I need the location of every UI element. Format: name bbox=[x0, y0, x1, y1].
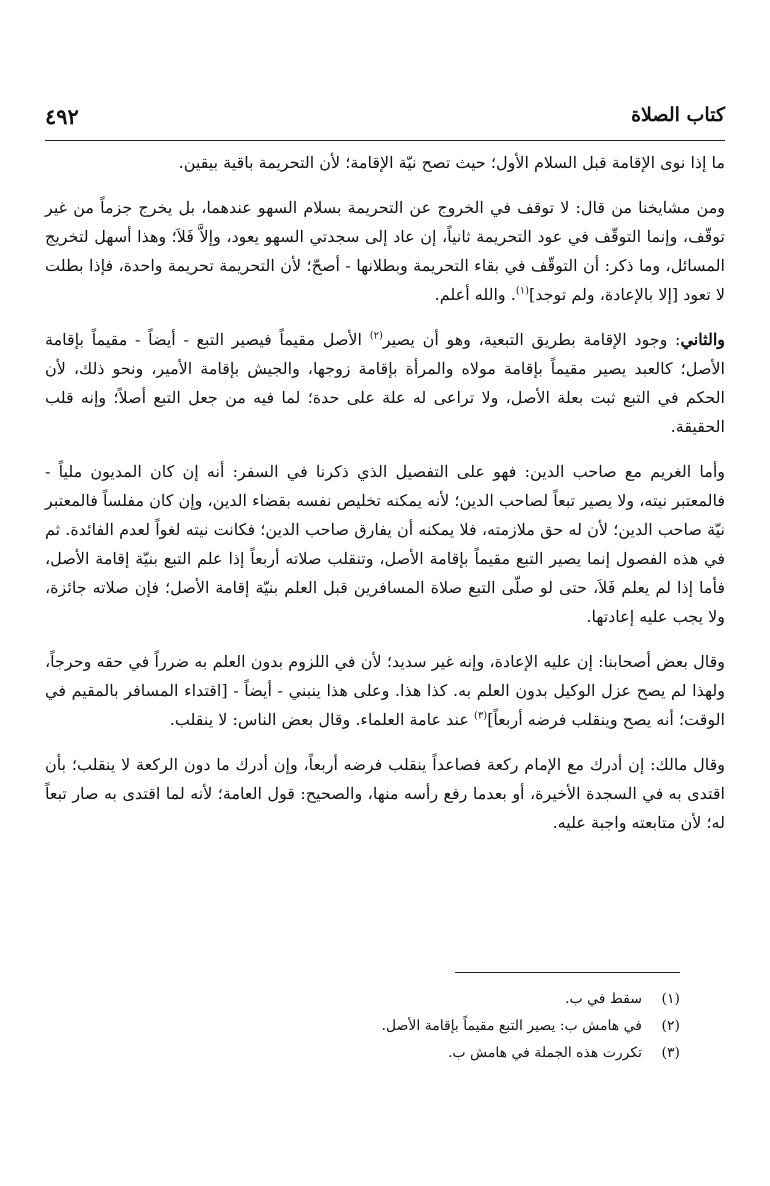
paragraph-text-end: . والله أعلم. bbox=[434, 285, 516, 304]
paragraph-text: ومن مشايخنا من قال: لا توقف في الخروج عن التحريمة بسلام السهو عندهما، بل يخرج جزماً من غير توقّف، وإنما التوقّف في عود التحريمة ثانياً، إن عاد إلى سجدتي السهو يعود، وإلاَّ فَلاَ؛ وهذا أسهل لتخريج المسائل، وما ذكر: أن التوقّف في بقاء التحريمة وبطلانها - أصحّ؛ لأن التحريمة تحريمة واحدة، فإذا بطلت لا تعود [إلا بالإعادة، ولم توجد] bbox=[45, 198, 725, 304]
page-number: ٤٩٢ bbox=[45, 104, 79, 129]
footnote bbox=[45, 986, 680, 1013]
footnote-text: تكررت هذه الجملة في هامش ب. bbox=[447, 1045, 642, 1061]
footnote-number: (٣) bbox=[661, 1045, 680, 1061]
paragraph bbox=[45, 750, 725, 837]
footnote-ref[interactable]: (٣) bbox=[474, 710, 488, 722]
paragraph bbox=[45, 193, 725, 309]
footnote-ref[interactable]: (٢) bbox=[369, 330, 383, 342]
paragraph-text: : وجود الإقامة بطريق التبعية، وهو أن يصير bbox=[382, 330, 681, 349]
page-header bbox=[45, 104, 725, 140]
book-title: كتاب الصلاة bbox=[631, 104, 725, 126]
header-rule bbox=[45, 140, 725, 141]
paragraph-text: وقال بعض أصحابنا: إن عليه الإعادة، وإنه غير سديد؛ لأن في اللزوم بدون العلم به ضرراً في حقه وحرجاً، ولهذا لم يصح عزل الوكيل بدون العلم به. كذا هذا. وعلى هذا ينبني - أيضاً - [اقتداء المسافر بالمقيم في الوقت؛ أنه يصح وينقلب فرضه أربعاً] bbox=[45, 652, 725, 729]
main-text bbox=[45, 148, 725, 853]
paragraph-text: وأما الغريم مع صاحب الدين: فهو على التفصيل الذي ذكرنا في السفر: أنه إن كان المديون ملياً - فالمعتبر نيته، ولا يصير تبعاً لصاحب الدين؛ لأنه يمكنه تخليص نفسه بقضاء الدين، وإن كان مفلساً فالمعتبر نيّة صاحب الدين؛ لأن له حق ملازمته، فلا يمكنه أن يفارق صاحب الدين؛ فكانت نيته لغواً لعدم الفائدة. ثم في هذه الفصول إنما يصير التبع مقيماً بإقامة الأصل، وتنقلب صلاته أربعاً إذا علم التبع بنيّة إقامة الأصل، فأما إذا لم يعلم فَلاَ، حتى لو صلّى التبع صلاة المسافرين قبل العلم بنيّة إقامة الأصل؛ فإن صلاته جائزة، ولا يجب عليه إعادتها. bbox=[45, 462, 725, 626]
paragraph-label: والثاني bbox=[680, 330, 725, 349]
footnote bbox=[45, 1013, 680, 1040]
footnotes bbox=[45, 986, 680, 1067]
paragraph-text: ما إذا نوى الإقامة قبل السلام الأول؛ حيث تصح نيّة الإقامة؛ لأن التحريمة باقية بيقين. bbox=[178, 153, 725, 172]
footnote-ref[interactable]: (١) bbox=[515, 285, 530, 297]
paragraph-text-end: عند عامة العلماء. وقال بعض الناس: لا ينقلب. bbox=[169, 710, 474, 729]
footnote-text: في هامش ب: يصير التبع مقيماً بإقامة الأصل. bbox=[381, 1018, 642, 1034]
paragraph bbox=[45, 148, 725, 177]
paragraph bbox=[45, 457, 725, 631]
footnote-number: (١) bbox=[661, 991, 680, 1007]
footnote bbox=[45, 1040, 680, 1067]
footnote-separator bbox=[455, 972, 680, 973]
paragraph-text: وقال مالك: إن أدرك مع الإمام ركعة فصاعداً ينقلب فرضه أربعاً، وإن أدرك ما دون الركعة لا ينقلب؛ بأن اقتدى به في السجدة الأخيرة، أو بعدما رفع رأسه منها، والصحيح: قول العامة؛ لأنه لما اقتدى به صار تبعاً له؛ لأن متابعته واجبة عليه. bbox=[45, 755, 725, 832]
paragraph bbox=[45, 647, 725, 734]
footnote-text: سقط في ب. bbox=[565, 991, 642, 1007]
paragraph bbox=[45, 325, 725, 441]
paragraph-text-end: الأصل مقيماً فيصير التبع - أيضاً - مقيماً بإقامة الأصل؛ كالعبد يصير مقيماً بإقامة مولاه والمرأة بإقامة زوجها، والجيش بإقامة الأمير، ونحو ذلك، لأن الحكم في التبع ثبت بعلة الأصل، ولا تراعى له علة على حدة؛ لما فيه من جعل التبع أصلاً؛ وإنه قلب الحقيقة. bbox=[45, 330, 725, 436]
footnote-number: (٢) bbox=[661, 1018, 680, 1034]
